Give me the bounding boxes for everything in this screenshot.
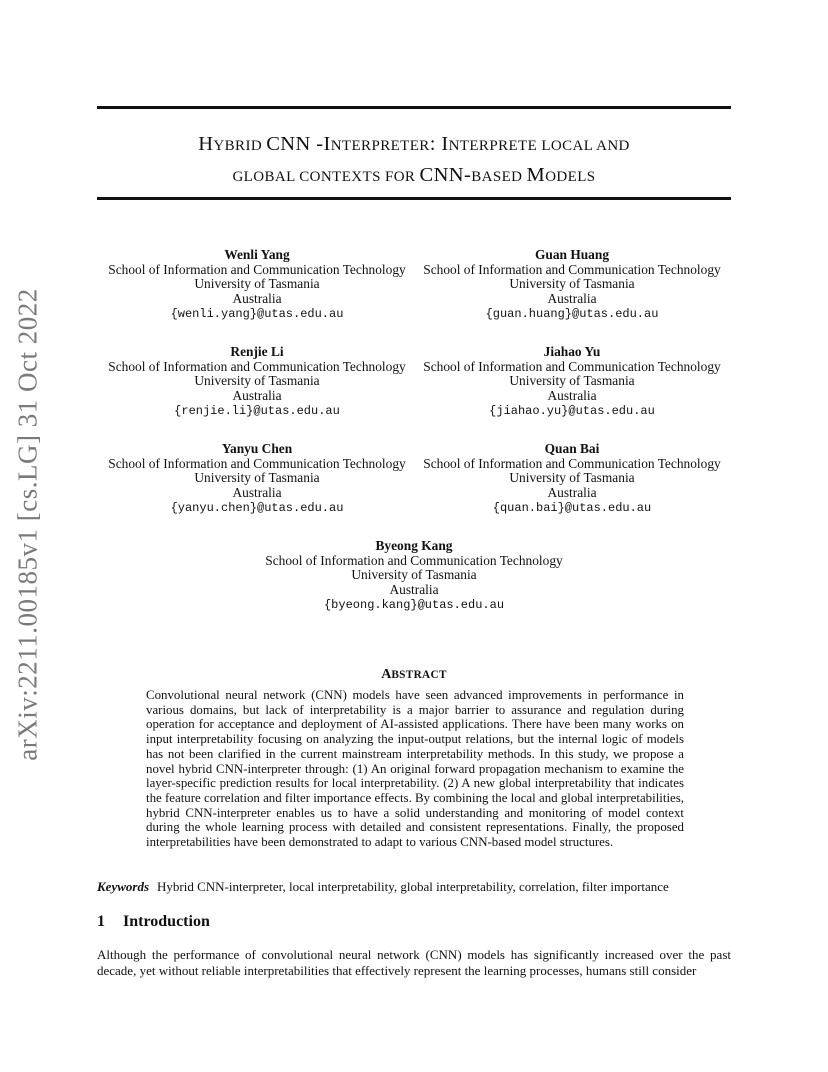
title-segment: ODELS xyxy=(545,169,596,185)
author-affiliation: School of Information and Communication Technology xyxy=(423,358,721,374)
title-segment: NTERPRETER xyxy=(330,138,430,154)
title-segment: BASED xyxy=(471,169,527,185)
abstract-text: Convolutional neural network (CNN) models have seen advanced improvements in performance in various domains, but lack of interpretability is a major barrier to assurance and regulation during operation for acceptance and deployment of AI-assisted applications. There have been many works on input interpretability focusing on analyzing the input-output relations, but the internal logic of models has not been clarified in the current mainstream interpretability methods. In this study, we propose a novel hybrid CNN-interpreter through: (1) An original forward propagation mechanism to examine the layer-specific prediction results for local interpretability. (2) A new global interpretability that indicates the feature correlation and filter importance effects. By combining the local and global interpretabilities, hybrid CNN-interpreter enables us to have a solid understanding and monitoring of model context during the whole learning process with detailed and consistent representations. Finally, the proposed interpretabilities have been demonstrated to adapt to various CNN-based model structures. xyxy=(146,688,684,850)
section-number: 1 xyxy=(97,913,105,930)
title-bottom-rule xyxy=(97,197,731,200)
author-email: {yanyu.chen}@utas.edu.au xyxy=(170,500,344,515)
author-block xyxy=(97,345,417,419)
title-segment: NTERPRETE LOCAL AND xyxy=(448,138,630,154)
abstract-heading-initial: A xyxy=(381,667,392,682)
author-block xyxy=(97,442,417,516)
author-affiliation: School of Information and Communication Technology xyxy=(108,358,406,374)
author-email: {byeong.kang}@utas.edu.au xyxy=(323,597,505,612)
abstract-heading-rest: BSTRACT xyxy=(391,669,447,681)
author-email: {wenli.yang}@utas.edu.au xyxy=(170,306,344,321)
author-affiliation: School of Information and Communication Technology xyxy=(108,455,406,471)
author-name: Quan Bai xyxy=(544,441,600,456)
author-affiliation: School of Information and Communication Technology xyxy=(423,455,721,471)
paper-title xyxy=(97,130,731,192)
title-segment: YBRID xyxy=(213,138,267,154)
author-block xyxy=(412,442,732,516)
author-university: University of Tasmania xyxy=(351,567,477,583)
author-university: University of Tasmania xyxy=(509,276,635,292)
author-country: Australia xyxy=(232,291,282,307)
author-country: Australia xyxy=(232,388,282,404)
title-line-1 xyxy=(97,130,731,161)
title-segment: : I xyxy=(429,133,449,155)
title-top-rule xyxy=(97,106,731,109)
author-country: Australia xyxy=(547,291,597,307)
introduction-text: Although the performance of convolutional neural network (CNN) models has significantly increased over the past decade, yet without reliable interpretabilities that effectively represent the learning processes, humans still consider xyxy=(97,947,731,978)
title-segment: GLOBAL CONTEXTS FOR xyxy=(232,169,420,185)
author-name: Jiahao Yu xyxy=(543,344,601,359)
author-university: University of Tasmania xyxy=(194,373,320,389)
keywords xyxy=(97,879,737,895)
title-segment: CNN -I xyxy=(266,133,331,155)
author-university: University of Tasmania xyxy=(194,470,320,486)
title-segment: M xyxy=(526,164,546,186)
author-country: Australia xyxy=(389,582,439,598)
title-line-2 xyxy=(97,161,731,192)
arxiv-stamp-text: arXiv:2211.00185v1 [cs.LG] 31 Oct 2022 xyxy=(12,287,43,761)
author-email: {quan.bai}@utas.edu.au xyxy=(492,500,652,515)
author-block xyxy=(254,539,574,613)
author-name: Wenli Yang xyxy=(224,247,290,262)
author-university: University of Tasmania xyxy=(509,373,635,389)
author-country: Australia xyxy=(547,485,597,501)
author-email: {jiahao.yu}@utas.edu.au xyxy=(489,403,655,418)
author-affiliation: School of Information and Communication Technology xyxy=(108,261,406,277)
author-affiliation: School of Information and Communication Technology xyxy=(265,552,563,568)
author-email: {guan.huang}@utas.edu.au xyxy=(485,306,659,321)
title-segment: CNN- xyxy=(419,164,472,186)
section-title: Introduction xyxy=(123,913,210,930)
author-country: Australia xyxy=(232,485,282,501)
author-block xyxy=(97,248,417,322)
author-affiliation: School of Information and Communication Technology xyxy=(423,261,721,277)
abstract-heading xyxy=(97,667,731,683)
section-heading xyxy=(97,913,210,931)
keywords-text: Hybrid CNN-interpreter, local interpretability, global interpretability, correlation, filter importance xyxy=(157,879,669,894)
author-name: Guan Huang xyxy=(534,247,610,262)
author-university: University of Tasmania xyxy=(509,470,635,486)
author-country: Australia xyxy=(547,388,597,404)
author-university: University of Tasmania xyxy=(194,276,320,292)
author-name: Yanyu Chen xyxy=(221,441,293,456)
arxiv-stamp xyxy=(8,289,48,759)
keywords-label: Keywords xyxy=(97,879,149,894)
author-block xyxy=(412,345,732,419)
author-name: Renjie Li xyxy=(230,344,284,359)
author-email: {renjie.li}@utas.edu.au xyxy=(174,403,340,418)
author-name: Byeong Kang xyxy=(375,538,453,553)
title-segment: H xyxy=(198,133,214,155)
author-block xyxy=(412,248,732,322)
